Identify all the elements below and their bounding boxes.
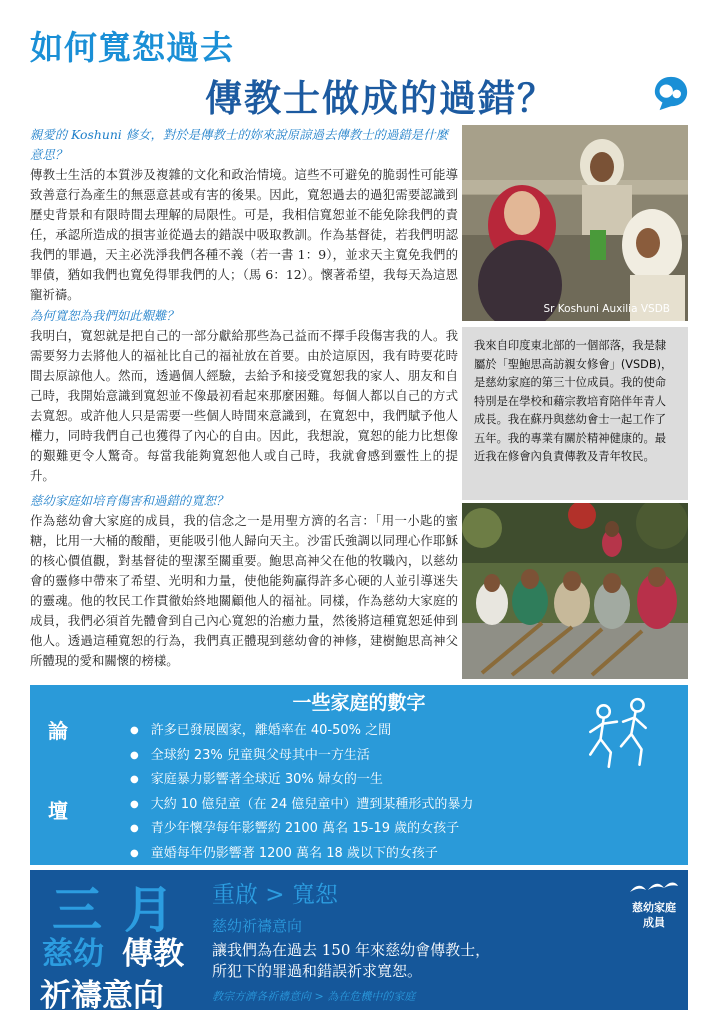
forum-label-top: 論 [48, 719, 68, 743]
portrait-photo-illustration [462, 125, 688, 321]
list-item: ● 家庭暴力影響著全球近 30% 婦女的一生 [130, 768, 473, 793]
portrait-photo [462, 125, 688, 321]
list-item: ● 許多已發展國家，離婚率在 40-50% 之間 [130, 719, 473, 744]
list-item: ● 童婚每年仍影響著 1200 萬名 18 歲以下的女孩子 [130, 842, 473, 867]
forum-label-bottom: 壇 [48, 799, 68, 823]
intention-title: 重啟 > 寬恕 [212, 882, 338, 908]
question-3: 慈幼家庭如培育傷害和過錯的寬恕？ [30, 493, 229, 508]
salesian-family-logo-icon [628, 880, 680, 896]
list-item: ● 大約 10 億兒童（在 24 億兒童中）遭到某種形式的暴力 [130, 793, 473, 818]
family-statistics-panel [30, 685, 688, 865]
article-section-3 [30, 491, 458, 671]
statistics-title: 一些家庭的數字 [292, 692, 426, 714]
family-member-badge [626, 900, 682, 930]
intention-text-line-1: 讓我們為在過去 150 年來慈幼會傳教士， [212, 941, 491, 959]
month-label: 三月 [52, 881, 196, 939]
list-item: ● 全球約 23% 兒童與父母其中一方生活 [130, 744, 473, 769]
intention-text [212, 940, 490, 982]
answer-2: 我明白，寬恕就是把自己的一部分獻給那些為己益而不擇手段傷害我的人。我需要努力去將他人的福祉比自己的福祉放在首要。由於這原因，我有時要花時間去原諒他人。然而，透過個人經驗，去給予和接受寬恕我的家人、朋友和自己時，我開始意識到寬恕並不像最初看起來那麼困難。每個人都以自己的方式去寬恕。或許他人只是需要一些個人時間來意識到，在寬恕中，我們賦予他人權力，同時我們自己也獲得了內心的自由。因此，我想說，寬恕的能力比想像的艱難更令人驚奇。每當我能夠寬恕他人或自己時，我就會感到靈性上的提升。 [30, 328, 458, 483]
question-2: 為何寬恕為我們如此艱難？ [30, 308, 179, 323]
salesian-label: 慈幼 [42, 936, 104, 972]
photo-caption: Sr Koshuni Auxilia VSDB [543, 303, 670, 315]
bio-box: 我來自印度東北部的一個部落，我是隸屬於「聖鮑思高訪親女修會」(VSDB)，是慈幼家庭的第三十位成員。我的使命特別是在學校和藉宗教培育陪伴年青人成長。我在蘇丹與慈幼會士一起工作了五年。我的專業有關於精神健康的。最近我在修會內負責傳教及青年牧民。 [462, 327, 688, 500]
question-1: 親愛的 Koshuni 修女，對於是傳教士的妳來說原諒過去傳教士的過錯是什麼意思？ [30, 127, 448, 162]
page-subtitle: 傳教士做成的過錯？ [205, 77, 556, 120]
member-line-2: 成員 [643, 916, 665, 929]
group-photo-illustration [462, 503, 688, 679]
group-photo [462, 503, 688, 679]
statistics-list [130, 719, 473, 866]
list-item: ● 青少年懷孕每年影響約 2100 萬名 15-19 歲的女孩子 [130, 817, 473, 842]
pope-intention-footer: 教宗方濟各祈禱意向 > 為在危機中的家庭 [212, 990, 416, 1003]
answer-1: 傳教士生活的本質涉及複雜的文化和政治情境。這些不可避免的脆弱性可能導致善意行為產生的無惡意甚或有害的後果。因此，寬恕過去的過犯需要認識到歷史背景和有限時間去理解的局限性。可是，我相信寬恕並不能免除我們的責任，承認所造成的損害並從過去的錯誤中吸取教訓。作為基督徒，若我們明認我們的罪過，天主必洗淨我們各種不義（若一書 1：9），並求天主寬免我們的罪債，猶如我們也寬免得罪我們的人；（馬 6：12）。懷著希望，我每天為這恩寵祈禱。 [30, 167, 458, 302]
member-line-1: 慈幼家庭 [632, 901, 676, 914]
page-title: 如何寬恕過去 [30, 28, 234, 67]
mission-label: 傳教 [122, 936, 184, 972]
article-section-1 [30, 125, 458, 305]
prayer-intention-label: 祈禱意向 [40, 978, 164, 1014]
answer-3: 作為慈幼會大家庭的成員，我的信念之一是用聖方濟的名言：「用一小匙的蜜 糖，比用一大桶的酸醋，更能吸引他人歸向天主。沙雷氏強調以同理心作耶穌的核心價值觀，對基督徒的聖潔至關重要。鮑思高神父在他的牧職內，以慈幼會的靈修中帶來了希望、光明和力量，使他能夠贏得許多心硬的人並引導迷失的靈魂。他的牧民工作貫徹始終地關顧他人的福祉。同樣，作為慈幼大家庭的成員，我們必須首先體會到自己內心寬恕的治癒力量，然後將這種寬恕延伸到他人。透過這種寬恕的行為，我們真正體現到慈幼會的神修，建樹鮑思高神父所體現的愛和關懷的榜樣。 [30, 513, 458, 668]
prayer-intention-panel [30, 870, 688, 1014]
intention-text-line-2: 所犯下的罪過和錯誤祈求寬恕。 [212, 962, 423, 980]
article-section-2 [30, 306, 458, 486]
intention-subtitle: 慈幼祈禱意向 [212, 917, 303, 935]
running-figures-icon [578, 693, 660, 775]
chat-bubble-icon [652, 74, 690, 112]
